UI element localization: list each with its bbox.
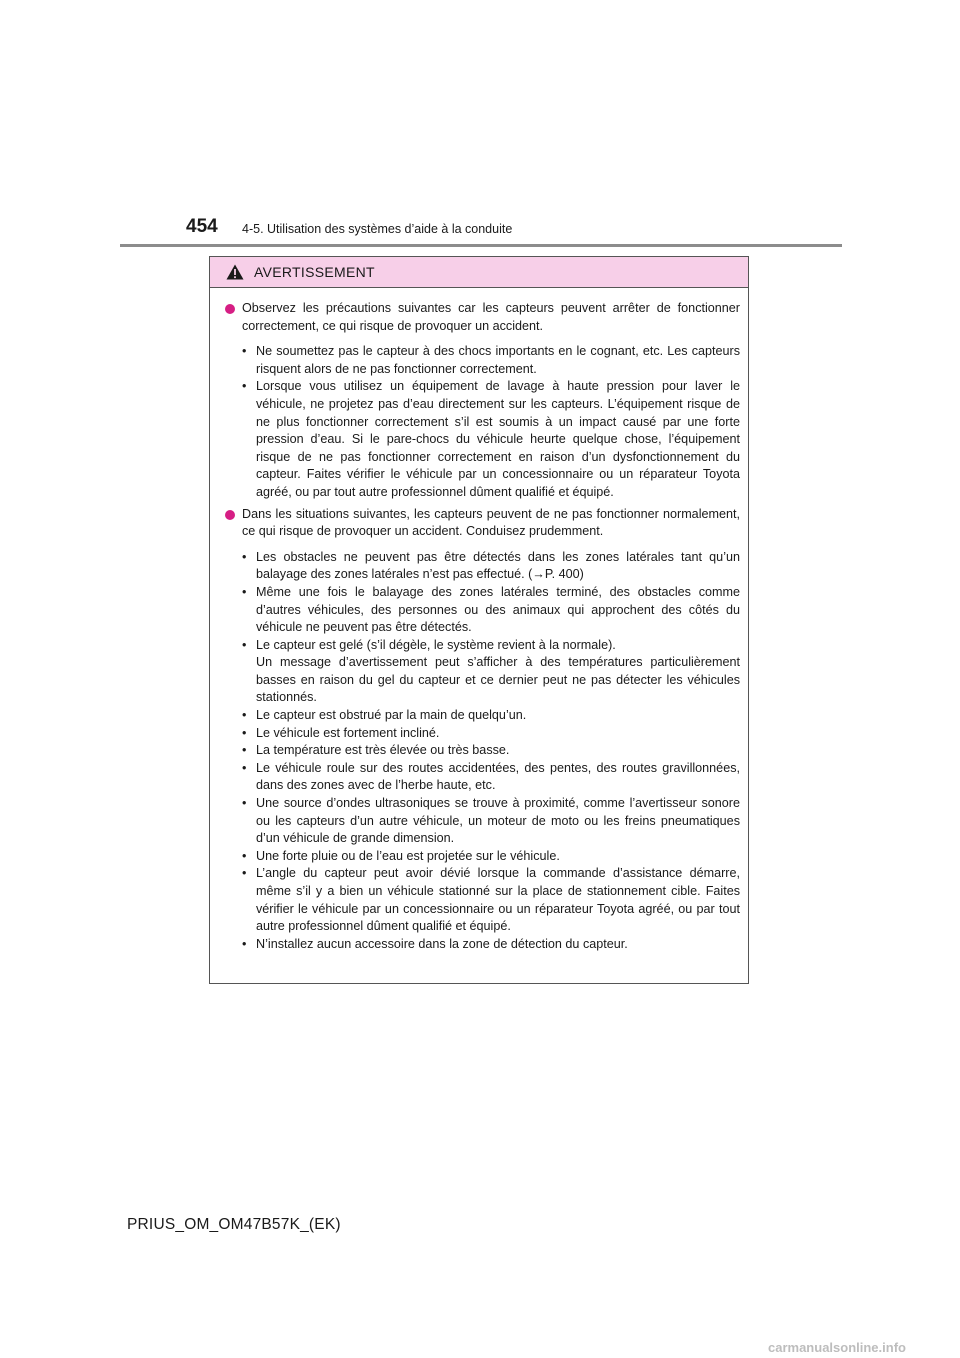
warning-header — [210, 257, 748, 288]
list-item: • Ne soumettez pas le capteur à des chocs importants en le cognant, etc. Les capteurs risquent alors de ne pas fonctionner correctement. — [242, 343, 740, 378]
warning-body — [210, 288, 748, 953]
list-item-text: Le capteur est gelé (s’il dégèle, le système revient à la normale). — [256, 637, 616, 652]
bullet-2-list — [242, 549, 740, 954]
list-item: • Lorsque vous utilisez un équipement de lavage à haute pression pour laver le véhicule, ne projetez pas d’eau directement sur les capteurs. L’équipement risque de ne plus fonctionner correctement s’il est soumis à un impact causé par une forte pression d’eau. Si le pare-chocs du véhicule heurte quelque chose, l’équipement risque de ne pas fonctionner correctement en raison d’un dysfonctionnement du capteur. Faites vérifier le véhicule par un concessionnaire ou un réparateur Toyota agréé, ou par tout autre professionnel dûment qualifié et équipé. — [242, 378, 740, 501]
list-item-continuation: Un message d’avertissement peut s’afficher à des températures particulièrement basses en raison du gel du capteur et ce dernier peut ne pas détecter les véhicules stationnés. — [256, 655, 740, 705]
list-item: • La température est très élevée ou très basse. — [242, 742, 740, 760]
warning-title: AVERTISSEMENT — [254, 264, 375, 280]
document-code: PRIUS_OM_OM47B57K_(EK) — [127, 1216, 341, 1233]
watermark: carmanualsonline.info — [768, 1340, 906, 1355]
warning-bullet-1-text: Observez les précautions suivantes car les capteurs peuvent arrêter de fonctionner correctement, ce qui risque de provoquer un accident. — [242, 301, 740, 333]
bullet-dot-icon — [225, 510, 235, 520]
warning-bullet-1 — [224, 300, 740, 335]
warning-triangle-icon — [226, 264, 244, 280]
list-item: • Le capteur est obstrué par la main de quelqu’un. — [242, 707, 740, 725]
warning-bullet-2-text: Dans les situations suivantes, les capteurs peuvent de ne pas fonctionner normalement, ce qui risque de provoquer un accident. Conduisez prudemment. — [242, 506, 740, 539]
section-title: 4-5. Utilisation des systèmes d’aide à la conduite — [242, 222, 513, 236]
list-item: • Le véhicule est fortement incliné. — [242, 725, 740, 743]
list-item: • N’installez aucun accessoire dans la zone de détection du capteur. — [242, 936, 740, 954]
list-item: • Les obstacles ne peuvent pas être détectés dans les zones latérales tant qu’un balayage des zones latérales n’est pas effectué. (→P. 400) — [242, 549, 740, 584]
warning-box — [209, 256, 749, 984]
bullet-dot-icon — [225, 304, 235, 314]
list-item: • Une source d’ondes ultrasoniques se trouve à proximité, comme l’avertisseur sonore ou les capteurs d’un autre véhicule, un moteur de moto ou les freins pneumatiques d’un véhicule de grande dimension. — [242, 795, 740, 848]
list-item: • Même une fois le balayage des zones latérales terminé, des obstacles comme d’autres véhicules, des personnes ou des animaux qui approchent des côtés du véhicule ne peuvent pas être détectés. — [242, 584, 740, 637]
page-number: 454 — [186, 216, 218, 237]
list-item — [242, 637, 740, 707]
warning-bullet-2 — [224, 506, 740, 541]
bullet-1-list — [242, 343, 740, 501]
list-item: • L’angle du capteur peut avoir dévié lorsque la commande d’assistance démarre, même s’il y a bien un véhicule stationné sur la place de stationnement cible. Faites vérifier le véhicule par un concessionnaire ou un réparateur Toyota agréé, ou par tout autre professionnel dûment qualifié et équipé. — [242, 865, 740, 935]
list-item: • Le véhicule roule sur des routes accidentées, des pentes, des routes gravillonnées, dans des zones avec de l’herbe haute, etc. — [242, 760, 740, 795]
header-divider — [120, 244, 842, 247]
list-item: • Une forte pluie ou de l’eau est projetée sur le véhicule. — [242, 848, 740, 866]
